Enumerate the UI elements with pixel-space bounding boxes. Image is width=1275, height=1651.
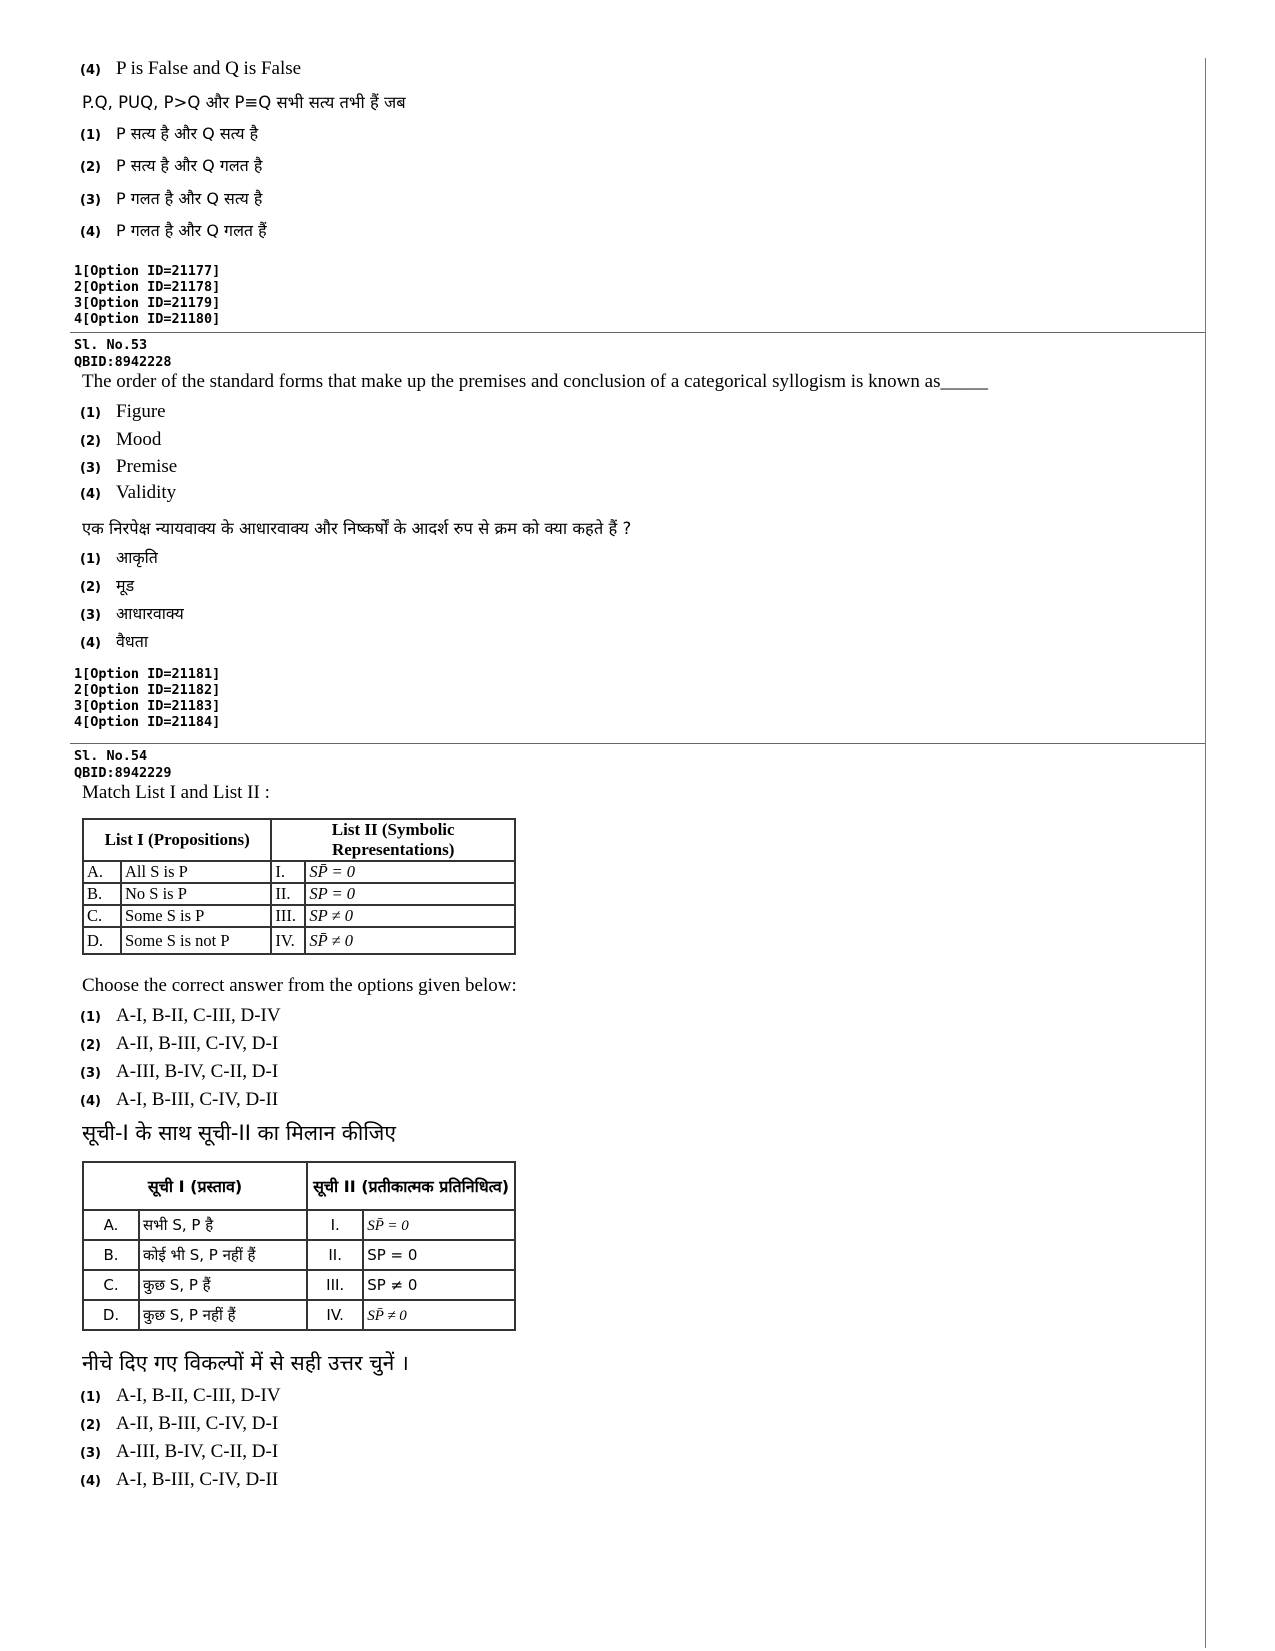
proposition: कोई भी S, P नहीं हैं: [139, 1240, 307, 1270]
option-id-list: [74, 249, 1205, 330]
option-number: (4): [80, 636, 101, 651]
option-2-en: [74, 1033, 1205, 1061]
option-4-hi: [74, 1469, 1205, 1497]
symbolic-expression: SP̄ ≠ 0: [367, 1307, 407, 1324]
instruction-text-hi: नीचे दिए गए विकल्पों में से सही उत्तर चुनें ।: [82, 1351, 409, 1375]
question-text-en: The order of the standard forms that make up the premises and conclusion of a categorical syllogism is known as_____: [82, 371, 988, 392]
table-header-list2: List II (Symbolic Representations): [271, 819, 515, 861]
option-text: A-III, B-IV, C-II, D-I: [116, 1061, 279, 1082]
proposition: कुछ S, P हैं: [139, 1270, 307, 1300]
row-numeral: I.: [307, 1210, 363, 1240]
option-id-list: [74, 658, 1205, 733]
option-id: 1[Option ID=21177]: [74, 263, 221, 279]
option-2-en: [74, 429, 1205, 456]
question-text-hi: एक निरपेक्ष न्यायवाक्य के आधारवाक्य और निष्कर्षों के आदर्श रुप से क्रम को क्या कहते हैं ?: [82, 519, 632, 538]
option-number: (4): [80, 1094, 101, 1109]
option-text: A-II, B-III, C-IV, D-I: [116, 1413, 279, 1434]
serial-number: Sl. No.53: [74, 337, 148, 353]
option-text: P गलत है और Q सत्य है: [116, 189, 263, 208]
proposition: No S is P: [121, 883, 271, 905]
option-text: मूड: [116, 576, 135, 595]
option-id: 1[Option ID=21181]: [74, 666, 221, 682]
option-1-hi: [74, 1385, 1205, 1413]
option-number: (2): [80, 434, 101, 449]
option-id: 4[Option ID=21184]: [74, 714, 221, 730]
qbid: QBID:8942228: [74, 354, 172, 370]
option-number: (2): [80, 1038, 101, 1053]
option-id: 2[Option ID=21182]: [74, 682, 221, 698]
option-id: 4[Option ID=21180]: [74, 311, 221, 327]
proposition: Some S is not P: [121, 927, 271, 954]
table-header-list1: List I (Propositions): [83, 819, 271, 861]
proposition: All S is P: [121, 861, 271, 883]
option-3-en: [74, 1061, 1205, 1089]
option-number: (1): [80, 128, 101, 143]
table-row: [83, 883, 515, 905]
option-text: P सत्य है और Q सत्य है: [116, 124, 259, 143]
option-1-hi: [74, 122, 1205, 154]
option-text: Figure: [116, 401, 166, 422]
options-hi: [74, 122, 1205, 249]
symbolic-representation: [363, 1300, 515, 1330]
option-text: Validity: [116, 482, 177, 503]
table-row: [83, 1300, 515, 1330]
question-53-section: [70, 333, 1205, 744]
row-label: D.: [83, 1300, 139, 1330]
symbolic-representation: SP = 0: [363, 1240, 515, 1270]
question-text-en: Match List I and List II :: [82, 782, 270, 803]
option-number: (4): [80, 1474, 101, 1489]
question-text-hi: P.Q, PUQ, P>Q और P≡Q सभी सत्य तभी हैं जब: [82, 93, 406, 112]
table-row: [83, 1210, 515, 1240]
row-numeral: III.: [307, 1270, 363, 1300]
option-text: A-I, B-III, C-IV, D-II: [116, 1089, 279, 1110]
symbolic-representation: SP ≠ 0: [363, 1270, 515, 1300]
table-row: [83, 905, 515, 927]
row-label: B.: [83, 1240, 139, 1270]
serial-number: Sl. No.54: [74, 748, 148, 764]
option-text: P is False and Q is False: [116, 58, 302, 79]
symbolic-expression: SP̄ = 0: [367, 1217, 409, 1234]
symbolic-representation: [305, 861, 515, 883]
option-3-hi: [74, 1441, 1205, 1469]
option-2-hi: [74, 1413, 1205, 1441]
option-text: P गलत है और Q गलत हैं: [116, 221, 267, 240]
option-number: (4): [80, 487, 101, 502]
option-1-hi: [74, 546, 1205, 574]
question-54-section: [70, 744, 1205, 1497]
row-label: C.: [83, 905, 121, 927]
row-label: A.: [83, 861, 121, 883]
option-4-hi: [74, 630, 1205, 658]
table-header-list1: सूची I (प्रस्ताव): [83, 1162, 307, 1210]
option-1-en: [74, 401, 1205, 429]
option-number: (4): [80, 225, 101, 240]
instruction-text-en: Choose the correct answer from the options given below:: [82, 975, 517, 996]
proposition: Some S is P: [121, 905, 271, 927]
question-52-section: [70, 58, 1205, 333]
symbolic-expression: SP ≠ 0: [309, 906, 353, 925]
option-id: 2[Option ID=21178]: [74, 279, 221, 295]
table-row: [83, 1270, 515, 1300]
option-2-hi: [74, 154, 1205, 187]
option-3-hi: [74, 187, 1205, 219]
match-table-en: [82, 818, 516, 955]
option-text: A-I, B-II, C-III, D-IV: [116, 1385, 281, 1406]
option-text: Mood: [116, 429, 162, 450]
row-numeral: IV.: [307, 1300, 363, 1330]
option-number: (3): [80, 1446, 101, 1461]
option-text: वैधता: [116, 632, 149, 651]
table-row: [83, 927, 515, 954]
option-id: 3[Option ID=21183]: [74, 698, 221, 714]
option-3-en: [74, 456, 1205, 482]
table-header-list2: सूची II (प्रतीकात्मक प्रतिनिधित्व): [307, 1162, 515, 1210]
option-text: A-I, B-II, C-III, D-IV: [116, 1005, 281, 1026]
row-numeral: IV.: [271, 927, 305, 954]
symbolic-representation: [363, 1210, 515, 1240]
symbolic-representation: [305, 883, 515, 905]
table-row: [83, 1240, 515, 1270]
option-text: Premise: [116, 456, 178, 477]
row-label: C.: [83, 1270, 139, 1300]
row-label: B.: [83, 883, 121, 905]
question-page: [70, 58, 1206, 1648]
symbolic-expression: SP̄ = 0: [309, 862, 356, 881]
option-number: (1): [80, 1010, 101, 1025]
option-number: (2): [80, 580, 101, 595]
option-text: P सत्य है और Q गलत है: [116, 156, 263, 175]
option-4-hi: [74, 219, 1205, 249]
row-numeral: II.: [271, 883, 305, 905]
option-3-hi: [74, 602, 1205, 630]
option-number: (1): [80, 552, 101, 567]
question-text-hi: सूची-I के साथ सूची-II का मिलान कीजिए: [82, 1121, 397, 1145]
option-id: 3[Option ID=21179]: [74, 295, 221, 311]
symbolic-representation: [305, 905, 515, 927]
option-number: (2): [80, 160, 101, 175]
option-number: (4): [80, 63, 101, 78]
symbolic-expression: SP̄ ≠ 0: [309, 930, 353, 950]
symbolic-expression: SP = 0: [309, 884, 356, 903]
proposition: कुछ S, P नहीं हैं: [139, 1300, 307, 1330]
option-number: (3): [80, 461, 101, 476]
match-table-hi: [82, 1161, 516, 1331]
option-1-en: [74, 1005, 1205, 1033]
option-4-en: [74, 58, 1205, 90]
row-numeral: I.: [271, 861, 305, 883]
qbid: QBID:8942229: [74, 765, 172, 781]
option-text: आकृति: [116, 548, 158, 567]
option-text: A-III, B-IV, C-II, D-I: [116, 1441, 279, 1462]
row-label: D.: [83, 927, 121, 954]
option-text: आधारवाक्य: [116, 604, 184, 623]
option-number: (3): [80, 1066, 101, 1081]
option-text: A-II, B-III, C-IV, D-I: [116, 1033, 279, 1054]
proposition: सभी S, P है: [139, 1210, 307, 1240]
option-number: (1): [80, 1390, 101, 1405]
option-text: A-I, B-III, C-IV, D-II: [116, 1469, 279, 1490]
row-numeral: III.: [271, 905, 305, 927]
option-number: (3): [80, 608, 101, 623]
option-4-en: [74, 1089, 1205, 1119]
option-number: (2): [80, 1418, 101, 1433]
row-numeral: II.: [307, 1240, 363, 1270]
row-label: A.: [83, 1210, 139, 1240]
table-row: [83, 861, 515, 883]
option-4-en: [74, 482, 1205, 516]
option-number: (3): [80, 193, 101, 208]
option-2-hi: [74, 574, 1205, 602]
symbolic-representation: [305, 927, 515, 954]
option-number: (1): [80, 406, 101, 421]
